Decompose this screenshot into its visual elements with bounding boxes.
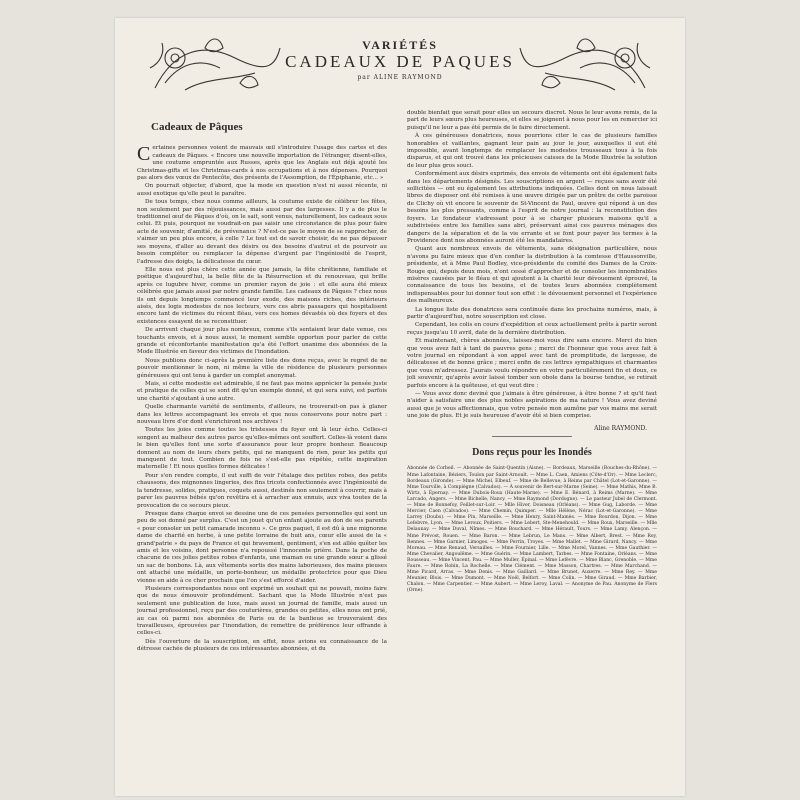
- article-paragraph: À ces généreuses donatrices, nous pourrions citer le cas de plusieurs familles honorables et vaillantes, gagnant leur pain au jour le jour, auxquelles il eut été impossible, avant longtemps de remplacer les modestes trousseaux tous à la fois disparus, et qui ont trouvé dans les précieuses caisses de la Mode Illustrée la solution de leur plus gros souci.: [407, 133, 657, 169]
- article-paragraph: Mais, si cette modestie est admirable, il ne faut pas moins apprécier la pensée juste et pratique de celles qui se sont dit qu'un exemple donné, et qui sera suivi, est parfois une charité s'ajoutant à une autre.: [137, 381, 387, 402]
- article-paragraph: Toutes les joies comme toutes les tristesses du foyer ont là leur écho. Celles-ci songent au malheur des autres parce qu'elles-mêmes ont souffert. Celles-là voient dans le bien qu'elles font une sorte d'assurance pour leur propre bonheur. Beaucoup donnent au nom de leurs chers petits, qui ne manquent de rien, pour les petits qui manquent de tout. Combien de fois ne s'est-elle pas répétée, cette inspiration maternelle ! Et nous quelles formes délicates !: [137, 427, 387, 471]
- signature: Aline RAYMOND.: [594, 424, 647, 432]
- article-paragraph: Nous publions donc ci-après la première liste des dons reçus, avec le regret de ne pouvoir mentionner le nom, ni même la ville de résidence de plusieurs personnes généreuses qui ont tenu à garder un complet anonymat.: [137, 357, 387, 379]
- article-paragraph: La longue liste des donatrices sera continuée dans les prochains numéros, mais, à partir d'aujourd'hui, notre souscription est close.: [407, 306, 657, 320]
- article-paragraph: Elle nous est plus chère cette année que jamais, la fête chrétienne, familiale et poétique d'aujourd'hui, la belle fête de la Résurrection et du renouveau, qui brille après ce lugubre hiver, comme un premier rayon de joie : et elle aura été mieux célébrée que jamais aussi par notre grande famille. Les cadeaux de Pâques ? chez nous ils ont depuis longtemps commencé leur exode, des maisons riches, des intérieurs aisés, des logis modestes de nos lecteurs, vers ces abris passagers qui hospitalisent encore tant de victimes du récent fléau, vers ces homes dévastés où des foyers et des existences essayent de se reconstituer.: [137, 266, 387, 325]
- article-paragraph: Dès l'ouverture de la souscription, en effet, nous avions eu connaissance de la détresse cachée de plusieurs de ces intéressantes abonnées, et du: [137, 638, 387, 653]
- page-header: [115, 18, 685, 110]
- article-paragraph: Presque dans chaque envoi se dessine une de ces pensées personnelles qui sont un peu de soi donné par surplus. C'est un jouet qu'un enfant ajoute au don de ses parents « pour consoler un petit camarade inconnu ». Ce gros paquet, il est dû à une mignonne dame de charité en herbe, à une petite lorraine de huit ans, cœur elle aussi de la « grand'patrie » du pays de France et qui bravement, gentiment, s'en est allée quêter les amis et les voisins, dont personne n'a repoussé l'innocente prière. Dans la poche de chacune de ces jolies petites robes d'enfants, une maman ou une grande sœur a glissé un sac de bonbons. Là, aux vêtements sortis des mains laborieuses, des mains pieuses ont attaché une médaille, un porte-bonheur, un médaille protectrice pour que Dieu vienne en aide à ce cher prochain que l'on s'est efforcé d'aider.: [137, 510, 387, 584]
- article-heading: Cadeaux de Pâques: [151, 121, 243, 133]
- article-paragraph: Plusieurs correspondantes nous ont exprimé un souhait qui ne pouvait, moins faire que de nous émouvoir profondément. Sachant que la Mode Illustrée n'est pas seulement une publication de luxe, mais aussi un journal de famille, mais aussi un journal professionnel, reçu par des couturières, grandes ou petites, elles nous ont prié, au cas où parmi nos abonnées de Paris ou de la banlieue se trouveraient des travailleuses, éprouvées par l'inondation, de remettre de préférence leur offrande à celles-ci.: [137, 585, 387, 637]
- right-column: [407, 110, 657, 788]
- article-paragraph: Et maintenant, chères abonnées, laissez-moi vous dire sans encore. Merci du bien que vous avez fait à tant de pauvres gens ; merci de l'honneur que vous avez fait à votre journal en répondant à son appel avec tant de promptitude, de largesse, de délicatesse et de bonne grâce ; merci enfin de ces lettres sympathiques et charmantes que vous m'adressez. J'aurais voulu répondre en votre particulièrement fin et doux, ce joli souvenir, qu'après avoir laissé tomber son obole dans la bourse tendue, se retirait parfois encore à la quêteuse, et qui veut dire :: [407, 338, 657, 389]
- article-paragraph: double bienfait que serait pour elles un secours discret. Nous le leur avons remis, de la part de leurs sœurs plus heureuses, et elles se joignent à nous pour les en remercier ici puisqu'il ne leur a pas été permis de le faire directement.: [407, 110, 657, 131]
- donations-text: Abonnée de Corbeil. — Abonnée de Saint-Quentin (Aisne). — Bordeaux, Marseille (Bouches-du-Rhône). — Mme Lafontaine, Béziers, Toulon par Saint-Arnoult. — Mme L. Caen, Amiens (Côte-d'Or). — Mme Leclerc, Bordeaux (Gironde). — Mme Michel, Elbeuf. — Mme de Bellevue, à Reims par Châtel (Lot-et-Garonne). — Mme Tourville, à Compiègne (Calvados). — À souvenir de Bert-sur-Marne (Seine). — Mme Mathis, Mme B. Wirtz, à Épernay. — Mme Dubois-Roux (Haute-Marne). — Mme E. Bénard, à Reims (Marne). — Mme Larcado, Angers. — Mme Bichelle, Nancy. — Mme Raymond (Dordogne). — Le pasteur Jubel de Clermont. — Mme de Bonnefoy, Feillet-sur-Loir. — Mlle Hiver, Doisneau (Orléans). — Mme Gug, Laborde. — Mme Mercier, Caen (Calvados). — Mme Chemin, Quimper. — Mlle Hélène, Nérac (Lot-et-Garonne). — Mme Larrey (Doubs). — Mme Pin, Marseille. — Mme Henry, Saint-Mamès. — Mme Bourdon, Dijon. — Mme Lefebvre, Lyon. — Mme Leroux, Poitiers. — Mme Lebert, Ste-Menehould. — Mme Roux, Marseille. — Mlle Delaunay. — Mme Duval, Nîmes. — Mme Bouchard. — Mme Hérault, Tours. — Mme Lamy, Alençon. — Mme Prévost, Rouen. — Mme Baron. — Mme Lebrun, Le Mans. — Mme Albert, Brest. — Mme Roy, Rennes. — Mme Garnier, Limoges. — Mme Perrin, Troyes. — Mme Mallet. — Mme Girard, Nancy. — Mme Moreau. — Mme Renaud, Versailles. — Mme Fournier, Lille. — Mme Morel, Vannes. — Mme Gauthier. — Mme Chevalier, Angoulême. — Mme Guérin. — Mme Lambert, Tarbes. — Mme Fontaine, Orléans. — Mme Rousseau. — Mme Vincent, Pau. — Mme Muller, Épinal. — Mme Lefèvre. — Mme Blanc, Grenoble. — Mme Faure. — Mme Robin, La Rochelle. — Mme Clément. — Mme Masson, Chartres. — Mme Marchand. — Mme Picard, Arras. — Mme Denis. — Mme Gaillard. — Mme Brunet, Auxerre. — Mme Rey. — Mme Meunier, Blois. — Mme Dumont. — Mme Noël, Belfort. — Mme Colin. — Mme Giraud. — Mme Barbier, Chalon. — Mme Carpentier. — Mme Aubert. — Mme Leroy, Laval. — Anonyme de Pau. Anonyme de Flers (Orne).: [407, 466, 657, 594]
- article-paragraph: Quelle charmante variété de sentiments, d'ailleurs, ne trouverait-on pas à glaner dans les lettres accompagnant les envois et que nous conservons pour notre part : nouveau livre d'or dont s'enrichiront nos archives !: [137, 404, 387, 426]
- left-column: [137, 110, 387, 788]
- article-paragraph: De arrivent chaque jour plus nombreux, comme s'ils sentaient leur date venue, ces touchants envois, et à nous aussi, le moment semble opportun pour parler de cette grande et réconfortante manifestation qu'a été l'effort unanime des abonnées de la Mode Illustrée en faveur des victimes de l'inondation.: [137, 327, 387, 356]
- article-paragraph: On pourrait objecter, d'abord, que la mode en question n'est ni aussi récente, ni aussi exotique qu'elle peut le paraître.: [137, 183, 387, 197]
- article-paragraph: De tous temps, chez nous comme ailleurs, la coutume existe de célébrer les fêtes, non seulement par des réjouissances, mais aussi par des largesses. Il y a de plus le traditionnel œuf de Pâques d'où, on le sait, sont venus, naturellement, les cadeaux sous celui. Et puis, pourquoi ne voudrait-on pas saisir une circonstance de plus pour faire acte de souvenir, d'amitié, de prévenance ? N'est-ce pas le moyen de se rapprocher, de s'aimer un peu plus encore, à celle ? Le tout est de savoir choisir, de ne pas dépasser ses moyens, d'aller au devant des désirs ou des besoins d'autrui et de pourvoir au besoin compléter ou remplacer la dépense d'argent par l'ingéniosité de l'esprit, l'adresse des doigts, la délicatesse du cœur.: [137, 199, 387, 265]
- article-paragraph: — Vous avez donc deviné que j'aimais à être généreuse, à être bonne ? et qu'il faut n'aider à satisfaire une des plus nobles aspirations de ma nature ! Vous avez deviné aussi que je vous affectionnais, que votre pensée mon aumône par vos mains me serait une joie de plus. Et je suis heureuse d'avoir été si bien comprise.: [407, 391, 657, 420]
- article-paragraph: Certaines personnes voient de mauvais œil s'introduire l'usage des cartes et des cadeaux de Pâques. « Encore une nouvelle importation de l'étranger, disent-elles, une coutume empruntée aux Russes, après que les Anglais eut déjà ajouté les Christmas-gifts et les Christmas-cards à nos occupations et à nos dépenses. Pourquoi pas alors des vœux de Pentecôte, des présents de l'Assomption, de l'Épiphanie, etc... »: [137, 143, 387, 182]
- donations-list: [407, 466, 657, 594]
- article-paragraph: Pour s'en rendre compte, il eut suffi de voir l'étalage des petites robes, des petits chaussons, des mignonnes lingeries, des fins tricots confectionnés avec l'ingéniosité de la tendresse, solides, pratiques, coquets aussi, destinés non seulement à couvrir, mais à parer les pauvres bébés qu'on revêtira et à arracher aux ennuis, aux viva toutes de la provocation de ce secours pieux.: [137, 472, 387, 509]
- donations-heading: Dons reçus pour les Inondés: [472, 447, 592, 459]
- page-title: CADEAUX DE PAQUES: [285, 52, 515, 71]
- divider: [492, 436, 572, 437]
- article-paragraph: Quant aux nombreux envois de vêtements, sans désignation particulière, nous n'avons pu faire mieux que d'en confier la distribution à la comtesse d'Haussonville, présidente, et à Mme Paul Bodley, vice-présidente du comité des Dames de la Croix-Rouge qui, depuis deux mois, n'ont cessé d'approcher et de consoler les innombrables misères causées par le fléau et qui ajoutent à la charité leur dévouement éprouvé, la connaissance de tous les besoins, et de toutes leurs abonnées complètement indispensables pour lui donner tout son effet : le dévouement personnel et l'expérience des malheureux.: [407, 246, 657, 305]
- byline: par ALINE RAYMOND: [357, 74, 443, 81]
- newspaper-page: [115, 18, 685, 796]
- drop-cap: C: [137, 143, 151, 166]
- section-rubric: VARIÉTÉS: [362, 38, 438, 52]
- article-paragraph: Cependant, les colis en cours d'expédition et ceux actuellement prêts à partir seront reçus jusqu'au 10 avril, date de la dernière distribution.: [407, 322, 657, 336]
- article-paragraph: Conformément aux désirs exprimés, des envois de vêtements ont été également faits dans les départements désignés. Les souscriptions en argent — reçues sans avoir été sollicitées — ont eu également les attributions indiquées. Celles dont on nous laissait libres de disposer ont été remises à une œuvre dirigée par un prêtre de cette paroisse de Clichy où vit encore le souvenir de St-Vincent de Paul, œuvre qui répond à un des besoins les plus pressants, comme à l'esprit de notre journal : la reconstitution des foyers. Le fondateur s'adressant pour à se charger plusieurs maisons qu'il a subdivisées entre les familles sans abri, préservant ainsi ces pauvres ménages des dangers de la séparation et de la vie errante et se font pour payer les termes à la Providence dont nos abonnées auront été les mandataires.: [407, 171, 657, 244]
